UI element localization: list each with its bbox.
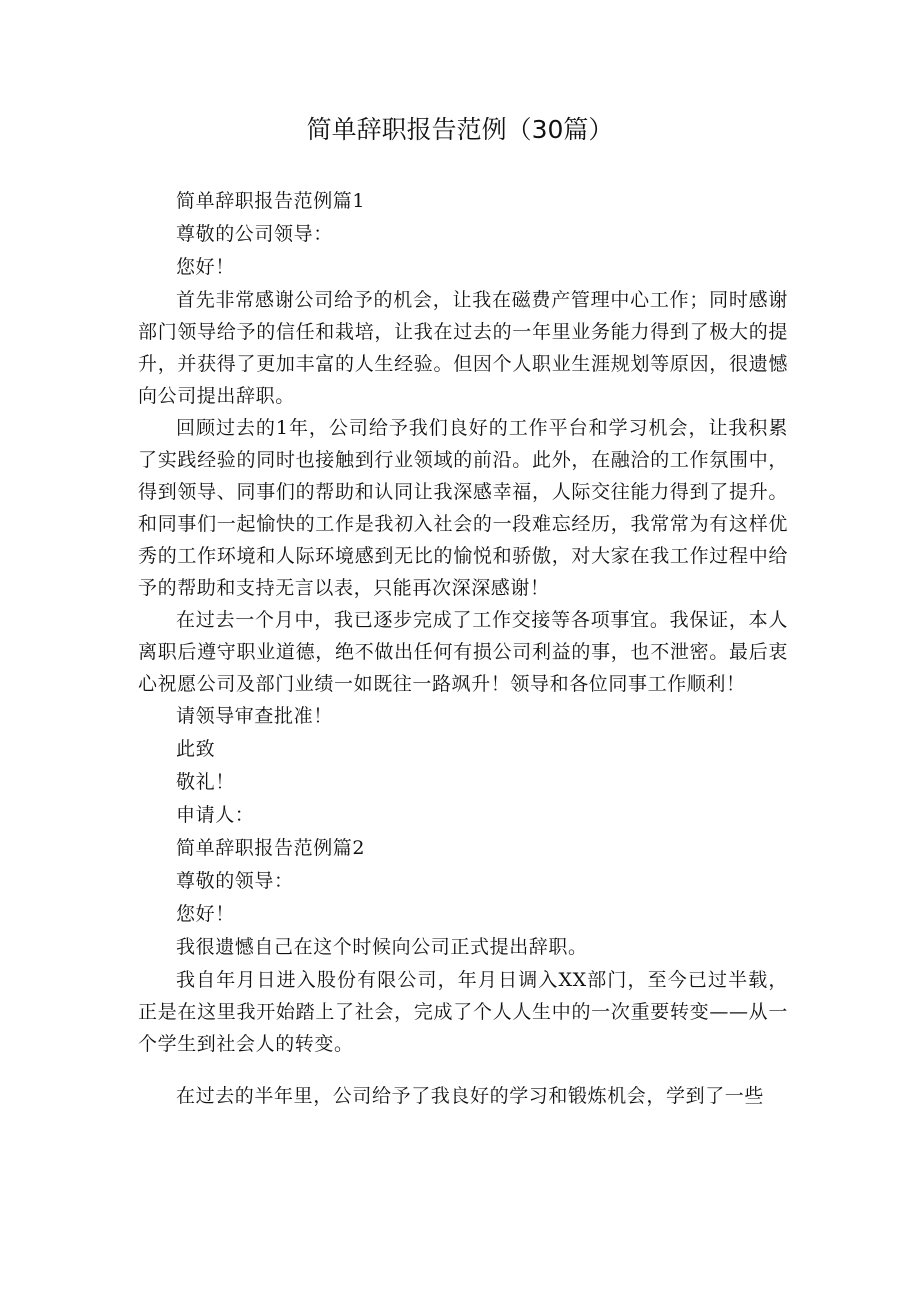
closing-line: 敬礼！ (176, 771, 235, 793)
salutation: 尊敬的公司领导： (176, 223, 333, 245)
salutation: 尊敬的领导： (176, 870, 294, 892)
opening-line: 我很遗憾自己在这个时候向公司正式提出辞职。 (176, 936, 588, 958)
document-body (138, 185, 788, 1112)
paragraph: 我自年月日进入股份有限公司，年月日调入XX部门，至今已过半载，正是在这里我开始踏上了社会，完成了个人人生中的一次重要转变——从一个学生到社会人的转变。 (138, 969, 788, 1055)
closing-line: 此致 (176, 738, 216, 760)
document-title: 简单辞职报告范例（30篇） (306, 115, 614, 144)
paragraph: 首先非常感谢公司给予的机会，让我在磁费产管理中心工作；同时感谢部门领导给予的信任和栽培，让我在过去的一年里业务能力得到了极大的提升，并获得了更加丰富的人生经验。但因个人职业生涯规划等原因，很遗憾向公司提出辞职。 (138, 289, 788, 407)
section-heading: 简单辞职报告范例篇2 (176, 837, 366, 859)
applicant-line: 申请人： (176, 804, 255, 826)
paragraph: 在过去的半年里，公司给予了我良好的学习和锻炼机会，学到了一些 (176, 1085, 765, 1107)
paragraph: 回顾过去的1年，公司给予我们良好的工作平台和学习机会，让我积累了实践经验的同时也接触到行业领域的前沿。此外，在融洽的工作氛围中，得到领导、同事们的帮助和认同让我深感幸福，人际交往能力得到了提升。和同事们一起愉快的工作是我初入社会的一段难忘经历，我常常为有这样优秀的工作环境和人际环境感到无比的愉悦和骄傲，对大家在我工作过程中给予的帮助和支持无言以表，只能再次深深感谢！ (138, 417, 788, 599)
closing-request: 请领导审查批准！ (176, 705, 333, 727)
greeting: 您好！ (176, 256, 235, 278)
section-heading: 简单辞职报告范例篇1 (176, 190, 366, 212)
greeting: 您好！ (176, 903, 235, 925)
paragraph: 在过去一个月中，我已逐步完成了工作交接等各项事宜。我保证，本人离职后遵守职业道德，绝不做出任何有损公司利益的事，也不泄密。最后衷心祝愿公司及部门业绩一如既往一路飒升！领导和各位同事工作顺利！ (138, 609, 788, 695)
paragraph-gap (138, 1060, 788, 1080)
